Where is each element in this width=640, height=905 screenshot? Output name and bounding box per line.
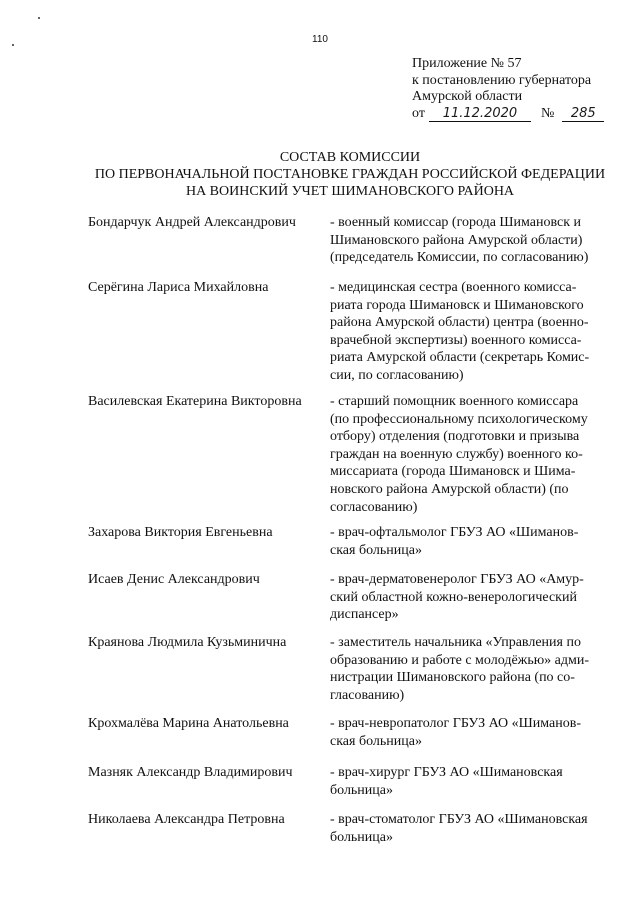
member-role: - врач-невропатолог ГБУЗ АО «Шиманов- ская больница» [330, 716, 582, 749]
member-row [88, 811, 608, 846]
document-title [0, 149, 640, 200]
handwritten-date: 11.12.2020 [429, 106, 531, 122]
member-role: - заместитель начальника «Управления по образованию и работе с молодёжью» адми- нистрации Шимановского района (по со- гласованию) [330, 635, 590, 703]
annex-title: Приложение № 57 [412, 56, 522, 71]
annex-region: Амурской области [412, 89, 523, 104]
scan-speck [38, 17, 40, 19]
title-line-3: НА ВОИНСКИЙ УЧЕТ ШИМАНОВСКОГО РАЙОНА [185, 184, 515, 199]
member-row [88, 393, 608, 516]
member-role: - военный комиссар (города Шимановск и Шимановского района Амурской области) (председатель Комиссии, по согласованию) [330, 215, 589, 266]
date-prefix: от [412, 105, 425, 121]
title-line-1: СОСТАВ КОМИССИИ [279, 150, 421, 165]
title-line-2: ПО ПЕРВОНАЧАЛЬНОЙ ПОСТАНОВКЕ ГРАЖДАН РОССИЙСКОЙ ФЕДЕРАЦИИ [94, 167, 606, 182]
annex-reference: к постановлению губернатора [412, 72, 592, 88]
member-row [88, 634, 608, 704]
member-name: Мазняк Александр Владимирович [88, 765, 293, 780]
member-role: - врач-офтальмолог ГБУЗ АО «Шиманов- ская больница» [330, 525, 579, 558]
member-role: - врач-стоматолог ГБУЗ АО «Шимановская больница» [330, 812, 588, 845]
member-role: - врач-дерматовенеролог ГБУЗ АО «Амур- ский областной кожно-венерологический диспансер» [330, 572, 584, 623]
member-row [88, 214, 608, 267]
member-name: Исаев Денис Александрович [88, 572, 260, 587]
member-row [88, 524, 608, 559]
member-name: Серёгина Лариса Михайловна [88, 280, 269, 295]
member-name: Василевская Екатерина Викторовна [88, 394, 302, 409]
member-name: Николаева Александра Петровна [88, 812, 285, 827]
member-row [88, 715, 608, 750]
member-role: - старший помощник военного комиссара (по профессиональному психологическому отбору) отделения (подготовки и призыва граждан на военную службу) военного ко- миссариата (города Шимановск и Шима- новского района Амурской области) (по согласованию) [330, 394, 588, 515]
member-name: Захарова Виктория Евгеньевна [88, 525, 273, 540]
member-row [88, 764, 608, 799]
member-role: - врач-хирург ГБУЗ АО «Шимановская больница» [330, 765, 563, 798]
member-role: - медицинская сестра (военного комисса- риата города Шимановск и Шимановского района Амурской области) центра (военно- врачебной экспертизы) военного комисса- риата Амурской области (секретарь Комис- сии, по согласованию) [330, 280, 590, 383]
member-row [88, 279, 608, 385]
page-number: 110 [312, 34, 328, 45]
member-name: Крохмалёва Марина Анатольевна [88, 716, 289, 731]
handwritten-number: 285 [562, 106, 604, 122]
member-name: Краянова Людмила Кузьминична [88, 635, 287, 650]
annex-date-line [412, 106, 604, 123]
annex-header [412, 56, 604, 122]
member-row [88, 571, 608, 624]
member-name: Бондарчук Андрей Александрович [88, 215, 296, 230]
number-prefix: № [540, 105, 555, 121]
